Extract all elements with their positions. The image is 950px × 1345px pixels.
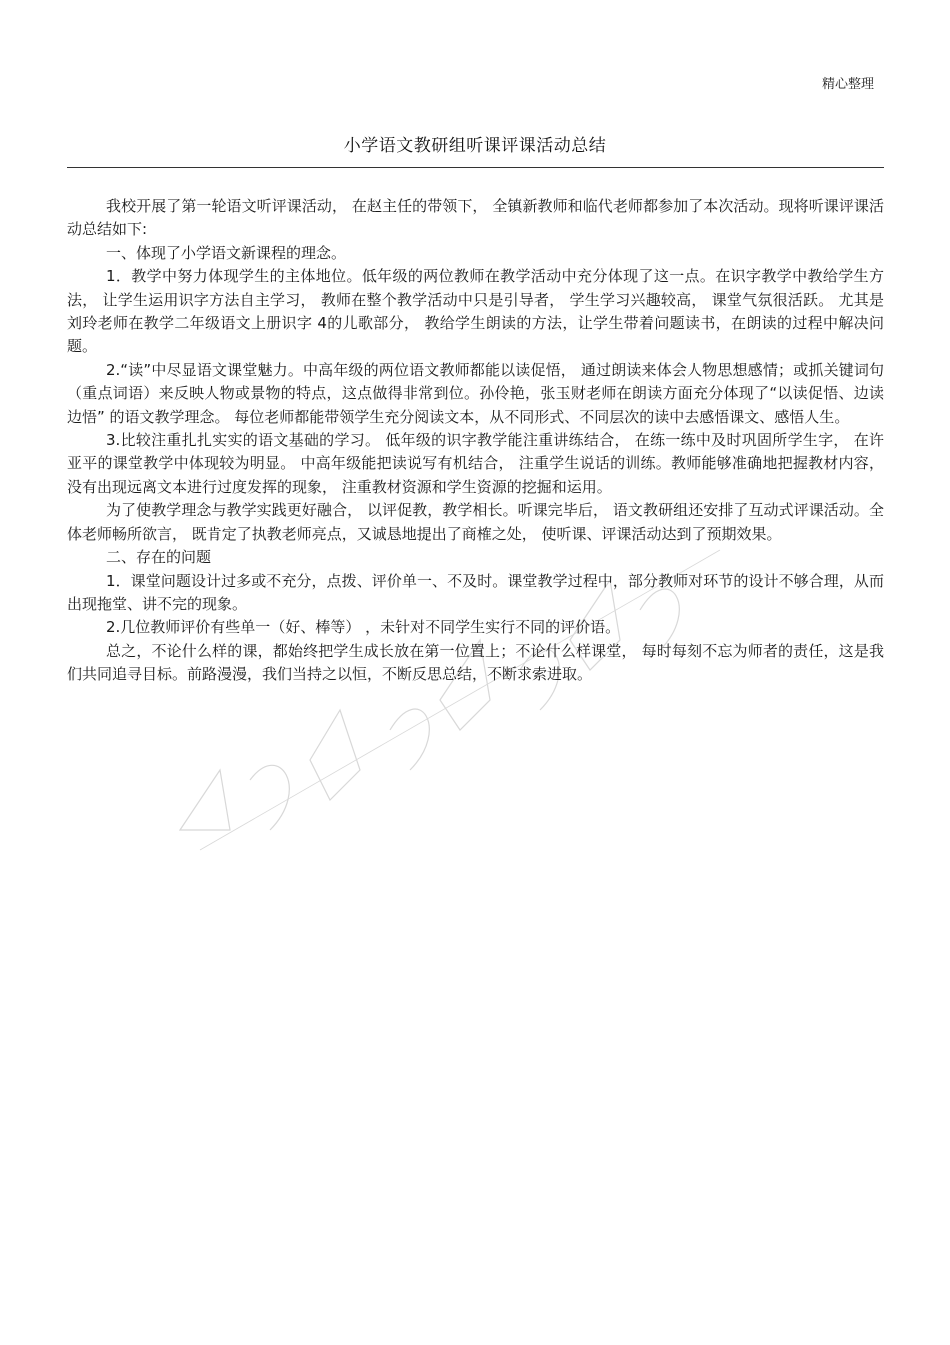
paragraph-problem-1: 1．课堂问题设计过多或不充分，点拨、评价单一、不及时。课堂教学过程中，部分教师对环节的设计不够合理，从而出现拖堂、讲不完的现象。	[67, 571, 884, 613]
document-body	[67, 195, 884, 687]
section-heading-1: 一、体现了小学语文新课程的理念。	[106, 243, 347, 262]
paragraph-point-2: 2.“读”中尽显语文课堂魅力。中高年级的两位语文教师都能以读促悟， 通过朗读来体会人物思想感情；或抓关键词句（重点词语）来反映人物或景物的特点，这点做得非常到位。孙伶艳，张玉财老师在朗读方面充分体现了“以读促悟、边读边悟” 的语文教学理念。 每位老师都能带领学生充分阅读文本，从不同形式、不同层次的读中去感悟课文、感悟人生。	[67, 360, 884, 426]
paragraph-evaluation: 为了使教学理念与教学实践更好融合， 以评促教，教学相长。听课完毕后， 语文教研组还安排了互动式评课活动。全体老师畅所欲言， 既肯定了执教老师亮点，又诚恳地提出了商榷之处， 使听课、评课活动达到了预期效果。	[67, 501, 884, 543]
paragraph-problem-2: 2.几位教师评价有些单一（好、棒等） ，未针对不同学生实行不同的评价语。	[106, 618, 621, 637]
paragraph-point-3: 3.比较注重扎扎实实的语文基础的学习。 低年级的识字教学能注重讲练结合， 在练一练中及时巩固所学生字， 在许亚平的课堂教学中体现较为明显。 中高年级能把读说写有机结合， 注重学生说话的训练。教师能够准确地把握教材内容， 没有出现远离文本进行过度发挥的现象， 注重教材资源和学生资源的挖掘和运用。	[67, 431, 884, 496]
paragraph-point-1: 1．教学中努力体现学生的主体地位。低年级的两位教师在教学活动中充分体现了这一点。在识字教学中教给学生方法， 让学生运用识字方法自主学习， 教师在整个教学活动中只是引导者， 学生学习兴趣较高， 课堂气氛很活跃。 尤其是刘玲老师在教学二年级语文上册识字 4的儿歌部分， 教给学生朗读的方法，让学生带着问题读书，在朗读的过程中解决问题。	[67, 267, 884, 356]
document-title: 小学语文教研组听课评课活动总结	[343, 136, 607, 156]
section-heading-2: 二、存在的问题	[106, 548, 212, 567]
title-divider	[67, 167, 884, 168]
paragraph-intro: 我校开展了第一轮语文听评课活动， 在赵主任的带领下， 全镇新教师和临代老师都参加了本次活动。现将听课评课活动总结如下:	[67, 197, 884, 239]
header-note: 精心整理	[821, 77, 874, 92]
paragraph-conclusion: 总之，不论什么样的课，都始终把学生成长放在第一位置上；不论什么样课堂， 每时每刻不忘为师者的责任，这是我们共同追寻目标。前路漫漫，我们当持之以恒，不断反思总结，不断求索进取。	[67, 641, 884, 684]
